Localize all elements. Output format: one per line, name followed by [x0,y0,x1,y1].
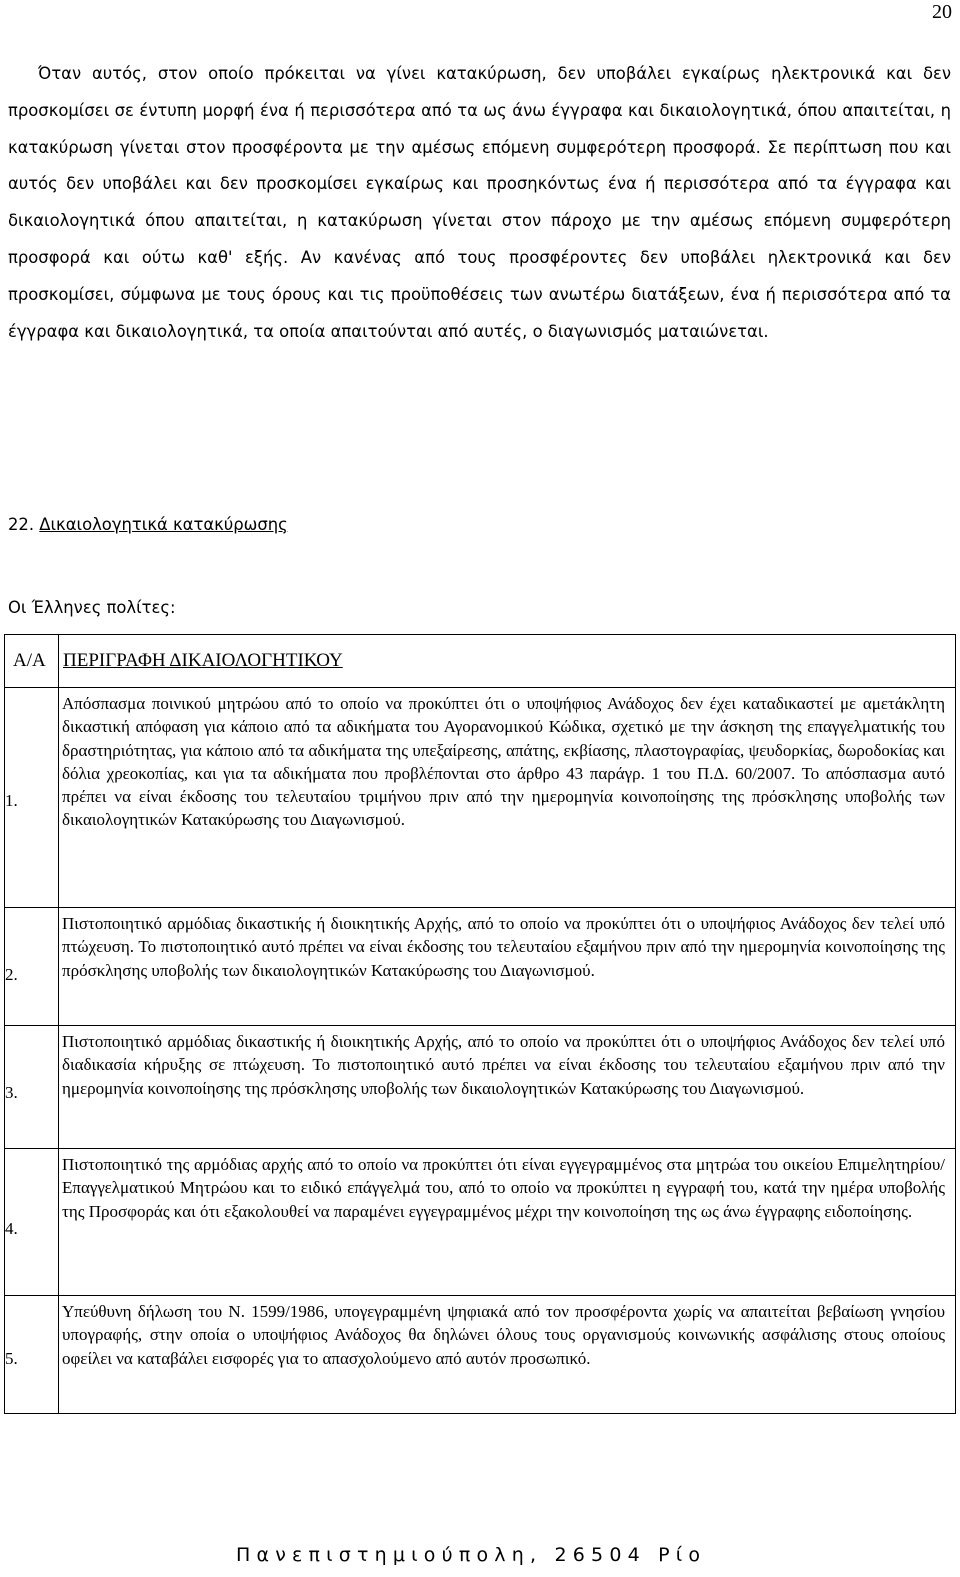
row-number: 2. [5,908,59,1026]
table-row [5,1026,956,1149]
section-heading [8,513,288,537]
row-description-text: Πιστοποιητικό αρμόδιας δικαστικής ή διοικητικής Αρχής, από το οποίο να προκύπτει ότι ο υποψήφιος Ανάδοχος δεν τελεί υπό διαδικασία κήρυξης σε πτώχευση. Το πιστοποιητικό αυτό πρέπει να είναι έκδοσης του τελευταίου εξαμήνου πριν από την ημερομηνία κοινοποίησης της πρόσκλησης υποβολής των δικαιολογητικών Κατακύρωσης του Διαγωνισμού. [62,1032,945,1098]
row-number: 3. [5,1026,59,1149]
row-description-text: Υπεύθυνη δήλωση του Ν. 1599/1986, υπογεγραμμένη ψηφιακά από τον προσφέροντα χωρίς να απαιτείται βεβαίωση γνησίου υπογραφής, στην οποία ο υποψήφιος Ανάδοχος θα δηλώνει όλους τους οργανισμούς κοινωνικής ασφάλισης στους οποίους οφείλει να καταβάλει εισφορές για το απασχολούμενο από αυτόν προσωπικό. [62,1302,945,1368]
row-description [59,688,956,908]
row-number: 4. [5,1149,59,1296]
row-description [59,908,956,1026]
header-description-text: ΠΕΡΙΓΡΑΦΗ ΔΙΚΑΙΟΛΟΓΗΤΙΚΟΥ [63,650,343,671]
row-description [59,1296,956,1414]
table-row [5,1296,956,1414]
intro-paragraph: Όταν αυτός, στον οποίο πρόκειται να γίνει κατακύρωση, δεν υποβάλει εγκαίρως ηλεκτρονικά και δεν προσκομίσει σε έντυπη μορφή ένα ή περισσότερα από τα ως άνω έγγραφα και δικαιολογητικά, όπου απαιτείται, η κατακύρωση γίνεται στον προσφέροντα με την αμέσως επόμενη συμφερότερη προσφορά. Σε περίπτωση που και αυτός δεν υποβάλει και δεν προσκομίσει εγκαίρως και προσηκόντως ένα ή περισσότερα από τα έγγραφα και δικαιολογητικά όπου απαιτείται, η κατακύρωση γίνεται στον πάροχο με την αμέσως επόμενη συμφερότερη προσφορά και ούτω καθ' εξής. Αν κανένας από τους προσφέροντες δεν υποβάλει ηλεκτρονικά και δεν προσκομίσει, σύμφωνα με τους όρους και τις προϋποθέσεις των ανωτέρω διατάξεων, ένα ή περισσότερα από τα έγγραφα και δικαιολογητικά, τα οποία απαιτούνται από αυτές, ο διαγωνισμός ματαιώνεται. [8,64,951,341]
section-title: Δικαιολογητικά κατακύρωσης [39,515,288,534]
page-number: 20 [932,1,952,23]
row-description-text: Πιστοποιητικό της αρμόδιας αρχής από το οποίο να προκύπτει ότι είναι εγγεγραμμένος στα μητρώα του οικείου Επιμελητηρίου/Επαγγελματικού Μητρώου και το ειδικό επάγγελμά του, από το οποίο να προκύπτει η εγγραφή του, κατά την ημέρα υποβολής της Προσφοράς και ότι εξακολουθεί να παραμένει εγγεγραμμένος μέχρι την κοινοποίηση της ως άνω έγγραφης ειδοποίησης. [62,1155,945,1221]
header-number: Α/Α [5,635,59,688]
table-row [5,1149,956,1296]
row-number: 1. [5,688,59,908]
subheading: Οι Έλληνες πολίτες: [8,598,176,617]
header-description [59,635,956,688]
documents-table [4,634,956,1414]
row-description-text: Απόσπασμα ποινικού μητρώου από το οποίο να προκύπτει ότι ο υποψήφιος Ανάδοχος δεν έχει καταδικαστεί με αμετάκλητη δικαστική απόφαση για κάποιο από τα αδικήματα του Αγορανομικού Κώδικα, σχετικό με την άσκηση της επαγγελματικής του δραστηριότητας, για κάποιο από τα αδικήματα της υπεξαίρεσης, απάτης, εκβίασης, πλαστογραφίας, ψευδορκίας, δωροδοκίας και δόλια χρεοκοπίας, και για τα αδικήματα που προβλέπονται στο άρθρο 43 παράγρ. 1 του Π.Δ. 60/2007. Το απόσπασμα αυτό πρέπει να είναι έκδοσης του τελευταίου τριμήνου πριν από την ημερομηνία κοινοποίησης της πρόσκλησης υποβολής των δικαιολογητικών Κατακύρωσης του Διαγωνισμού. [62,694,945,830]
footer-address: Πανεπιστημιούπολη, 26504 Ρίο [236,1544,707,1566]
row-description-text: Πιστοποιητικό αρμόδιας δικαστικής ή διοικητικής Αρχής, από το οποίο να προκύπτει ότι ο υποψήφιος Ανάδοχος δεν τελεί υπό πτώχευση. Το πιστοποιητικό αυτό πρέπει να είναι έκδοσης του τελευταίου εξαμήνου πριν από την ημερομηνία κοινοποίησης της πρόσκλησης υποβολής των δικαιολογητικών Κατακύρωσης του Διαγωνισμού. [62,914,945,980]
row-description [59,1026,956,1149]
row-number: 5. [5,1296,59,1414]
section-number: 22. [8,515,35,534]
table-row [5,688,956,908]
row-description [59,1149,956,1296]
table-row [5,908,956,1026]
table-header-row [5,635,956,688]
